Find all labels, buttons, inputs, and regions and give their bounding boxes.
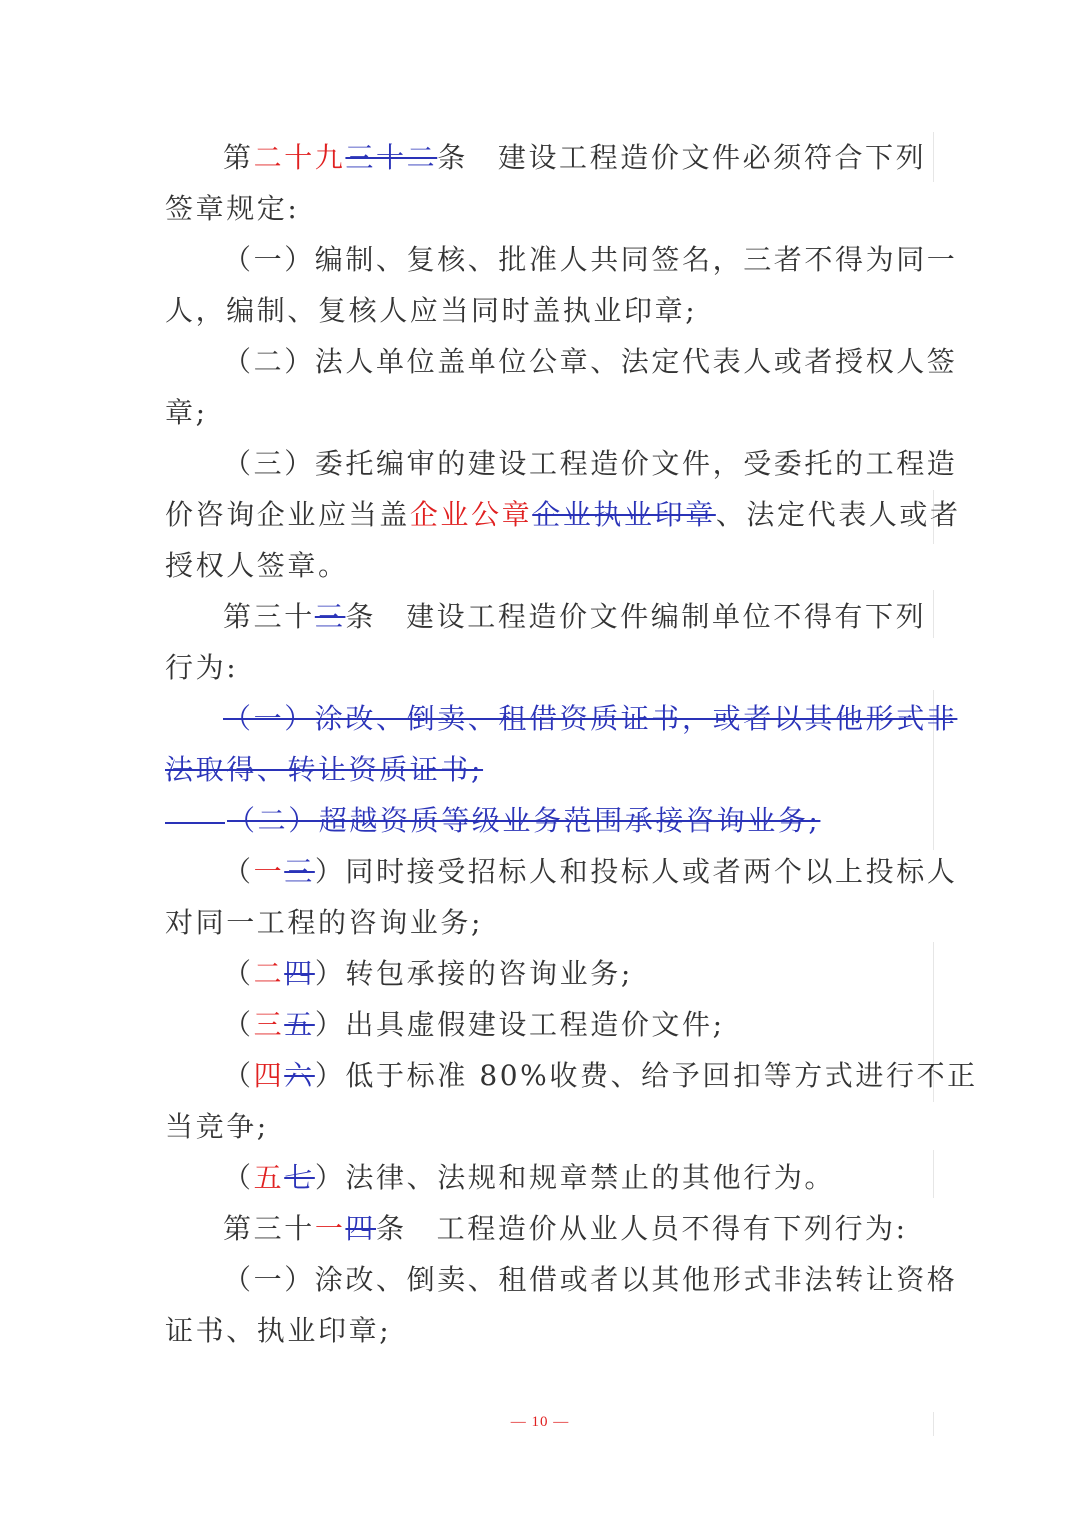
deleted-text: 三 — [284, 855, 315, 888]
list-item: （四六）低于标准 80%收费、给予回扣等方式进行不正 — [223, 1059, 978, 1092]
inserted-text: 四 — [253, 1059, 285, 1092]
inserted-text: 二 — [253, 957, 285, 990]
inserted-text: 一 — [314, 1212, 346, 1245]
article-30-heading: 第三十三条 建设工程造价文件编制单位不得有下列 — [223, 600, 927, 633]
list-item-continuation: 章; — [165, 396, 208, 429]
inserted-text: 企业公章 — [409, 498, 533, 531]
deleted-item: （一）涂改、倒卖、租借资质证书，或者以其他形式非 — [223, 702, 958, 735]
list-item-continuation: 证书、执业印章; — [165, 1314, 392, 1347]
inserted-text: 五 — [253, 1161, 285, 1194]
inserted-text: 二十九 — [253, 141, 346, 174]
list-item-continuation: 授权人签章。 — [165, 549, 349, 582]
list-item: （三）委托编审的建设工程造价文件，受委托的工程造 — [223, 447, 958, 480]
margin-rule — [933, 590, 934, 638]
list-item: （一）编制、复核、批准人共同签名，三者不得为同一 — [223, 243, 958, 276]
article-text: 工程造价从业人员不得有下列行为: — [436, 1212, 908, 1245]
inserted-text: 一 — [253, 855, 285, 888]
list-item: （三五）出具虚假建设工程造价文件; — [223, 1008, 725, 1041]
deleted-item: （二）超越资质等级业务范围承接咨询业务; — [165, 795, 917, 846]
deleted-text: 三 — [314, 600, 346, 633]
article-text: 建设工程造价文件必须符合下列 — [497, 141, 927, 174]
list-item: （二四）转包承接的咨询业务; — [223, 957, 633, 990]
list-item-continuation: 对同一工程的咨询业务; — [165, 906, 484, 939]
margin-rule — [933, 1150, 934, 1198]
list-item-continuation: 价咨询企业应当盖企业公章企业执业印章、法定代表人或者 — [165, 498, 961, 531]
page-number: — 10 — — [510, 1414, 570, 1430]
deleted-text: 七 — [284, 1161, 315, 1194]
article-29-heading — [165, 132, 927, 183]
deleted-item-continuation: 法取得、转让资质证书; — [165, 753, 484, 786]
document-body — [165, 132, 978, 1356]
deleted-text: 四 — [284, 957, 315, 990]
list-item: （一）涂改、倒卖、租借或者以其他形式非法转让资格 — [223, 1263, 958, 1296]
inserted-text: 三 — [253, 1008, 285, 1041]
article-number-prefix: 第 — [223, 141, 254, 174]
list-item-continuation: 人，编制、复核人应当同时盖执业印章; — [165, 294, 698, 327]
article-29-continuation: 签章规定: — [165, 192, 300, 225]
article-text: 建设工程造价文件编制单位不得有下列 — [406, 600, 927, 633]
margin-rule — [933, 132, 934, 182]
article-number-suffix: 条 — [437, 141, 468, 174]
list-item: （一三）同时接受招标人和投标人或者两个以上投标人 — [223, 855, 958, 888]
article-30-continuation: 行为: — [165, 651, 239, 684]
deleted-text: 五 — [284, 1008, 315, 1041]
list-item: （二）法人单位盖单位公章、法定代表人或者授权人签 — [223, 345, 958, 378]
deleted-text: 企业执业印章 — [532, 498, 716, 531]
deleted-text: 四 — [345, 1212, 377, 1245]
list-item-continuation: 当竞争; — [165, 1110, 269, 1143]
deleted-text: 三十二 — [345, 141, 438, 174]
article-31-heading: 第三十一四条 工程造价从业人员不得有下列行为: — [223, 1212, 908, 1245]
list-item: （五七）法律、法规和规章禁止的其他行为。 — [223, 1161, 836, 1194]
deleted-text: 六 — [284, 1059, 315, 1092]
